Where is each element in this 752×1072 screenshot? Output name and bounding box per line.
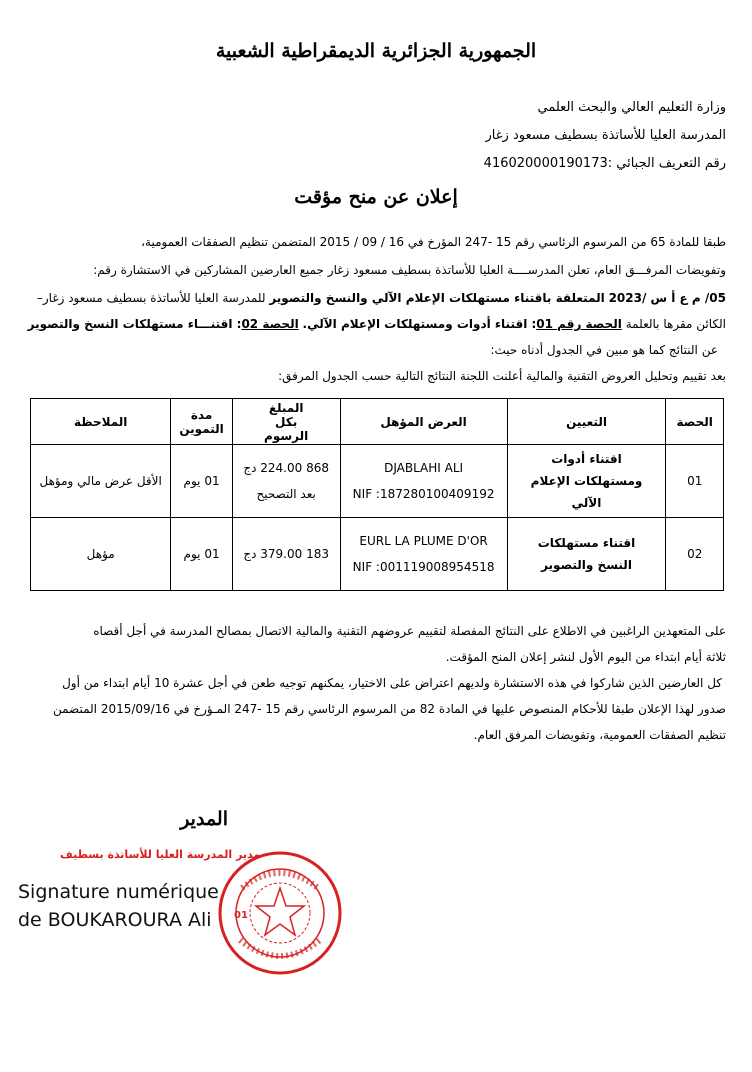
footer-p1-line2: ثلاثة أيام ابتداء من اليوم الأول لنشر إعلان المنح المؤقت. <box>445 650 726 664</box>
cell-remark: مؤهل <box>31 518 171 591</box>
body-line-5: عن النتائج كما هو مبين في الجدول أدناه حيث: <box>490 343 718 357</box>
republic-heading: الجمهورية الجزائرية الديمقراطية الشعبية <box>215 40 537 62</box>
director-title: المدير <box>180 808 228 830</box>
consultation-subject: المتعلقة باقتناء مستهلكات الإعلام الآلي والنسخ والتصوير <box>269 291 605 305</box>
stamp-number: 01 <box>234 910 248 921</box>
footer-p2-line2: صدور لهذا الإعلان طبقا للأحكام المنصوص عليها في المادة 82 من المرسوم الرئاسي رقم 15 -247 المـؤرخ في 2015/09/16 المتضمن <box>52 702 726 716</box>
cell-designation: اقتناء أدوات ومستهلكات الإعلام الآلي <box>507 445 666 518</box>
body-line-3 <box>26 286 726 310</box>
body-line-2: وتفويضات المرفـــق العام، تعلن المدرســــة العليا للأساتذة بسطيف مسعود زغار جميع العارضين المشاركين في الاستشارة رقم: <box>93 263 726 277</box>
cell-lot: 02 <box>666 518 724 591</box>
header-designation: التعيين <box>507 399 666 445</box>
tax-id-line: رقم التعريف الجبائي :416020000190173 <box>483 156 726 171</box>
amount-value: 183 379.00 دج <box>243 547 329 561</box>
cell-duration: 01 يوم <box>171 445 232 518</box>
school-line: المدرسة العليا للأساتذة بسطيف مسعود زغار <box>485 128 726 143</box>
header-offer: العرض المؤهل <box>340 399 507 445</box>
cell-designation: اقتناء مستهلكات النسخ والتصوير <box>507 518 666 591</box>
offer-nif: NIF :001119008954518 <box>352 560 495 574</box>
table-row <box>31 518 724 591</box>
amount-value: 868 224.00 دج <box>243 461 329 475</box>
cell-amount <box>232 445 340 518</box>
cell-duration: 01 يوم <box>171 518 232 591</box>
header-duration: مدة التموين <box>171 399 232 445</box>
lot1-text: : اقتناء أدوات ومستهلكات الإعلام الآلي. <box>302 317 537 331</box>
offer-name: EURL LA PLUME D'OR <box>359 534 488 548</box>
official-stamp-icon <box>212 848 348 978</box>
lot2-text: : اقتنـــاء مستهلكات النسخ والتصوير <box>27 317 242 331</box>
table-row <box>31 445 724 518</box>
footer-p1-line1: على المتعهدين الراغبين في الاطلاع على النتائج المفصلة لتقييم عروضهم التقنية والمالية الاتصال بمصالح المدرسة في أجل أقصاه <box>93 624 726 638</box>
header-remark: الملاحظة <box>31 399 171 445</box>
header-amount: المبلغ بكل الرسوم <box>232 399 340 445</box>
cell-lot: 01 <box>666 445 724 518</box>
offer-nif: NIF :187280100409192 <box>352 487 495 501</box>
signature-line-2: de BOUKAROURA Ali <box>18 909 212 931</box>
announcement-title: إعلان عن منح مؤقت <box>294 186 458 208</box>
footer-p2-line1: كل العارضين الذين شاركوا في هذه الاستشارة ولديهم اعتراض على الاختيار، يمكنهم توجيه طعن في أجل عشرة 10 أيام ابتداء من أول <box>62 676 722 690</box>
offer-name: DJABLAHI ALI <box>384 461 464 475</box>
digital-signature <box>18 878 219 934</box>
cell-offer <box>340 518 507 591</box>
lot2-label: الحصة 02 <box>241 317 299 331</box>
cell-amount <box>232 518 340 591</box>
location-text: الكائن مقرها بالعلمة <box>625 317 726 331</box>
stamp-title: مدير المدرسة العليا للأساتذة بسطيف <box>60 848 261 861</box>
cell-offer <box>340 445 507 518</box>
cell-remark: الأقل عرض مالي ومؤهل <box>31 445 171 518</box>
header-lot: الحصة <box>666 399 724 445</box>
lot1-label: الحصة رقم 01 <box>536 317 622 331</box>
consultation-ref: 05/ م ع أ س /2023 <box>608 291 726 305</box>
body-line-6: بعد تقييم وتحليل العروض التقنية والمالية أعلنت اللجنة النتائج التالية حسب الجدول المرفق: <box>278 369 726 383</box>
ministry-line: وزارة التعليم العالي والبحث العلمي <box>537 100 726 115</box>
footer-p2-line3: تنظيم الصفقات العمومية، وتفويضات المرفق العام. <box>473 728 726 742</box>
body-line-1: طبقا للمادة 65 من المرسوم الرئاسي رقم 15 -247 المؤرخ في 16 / 09 / 2015 المتضمن تنظيم الصفقات العمومية، <box>141 235 726 249</box>
body-line-4 <box>26 312 726 336</box>
consultation-rest: للمدرسة العليا للأساتذة بسطيف مسعود زغار– <box>36 291 266 305</box>
signature-line-1: Signature numérique <box>18 881 219 903</box>
amount-note: بعد التصحيح <box>256 487 316 501</box>
table-header-row <box>31 399 724 445</box>
results-table <box>30 398 724 591</box>
